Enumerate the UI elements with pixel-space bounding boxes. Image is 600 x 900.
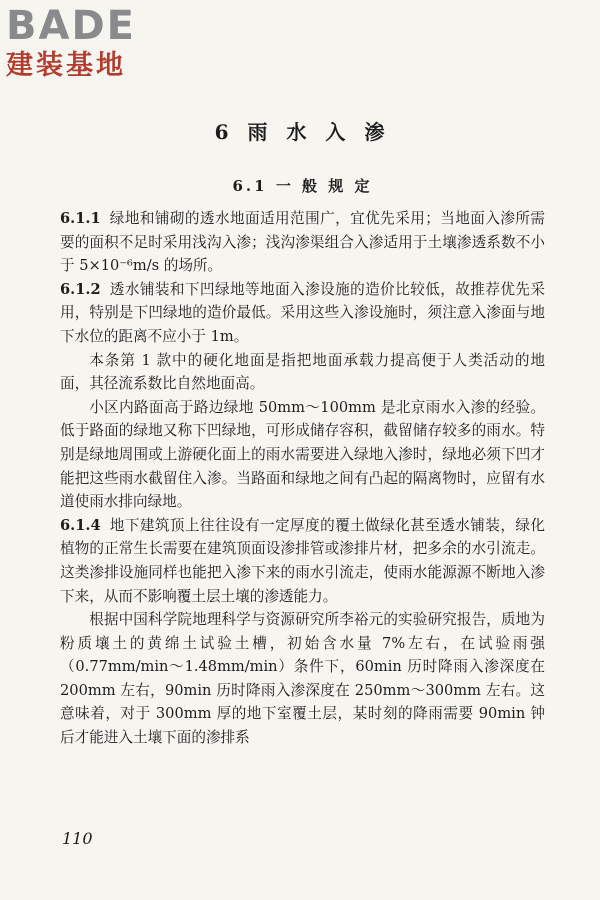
body-paragraph — [60, 349, 545, 396]
clause-number: 6.1.1 — [60, 210, 101, 227]
watermark-logo-text: BADE — [6, 3, 136, 49]
body-paragraph — [60, 608, 545, 750]
body-text — [60, 207, 545, 750]
clause-number: 6.1.2 — [60, 280, 101, 298]
clause-paragraph — [60, 514, 545, 608]
clause-text: 绿地和铺砌的透水地面适用范围广，宜优先采用；当地面入渗所需要的面积不足时采用浅沟入渗；浅沟渗渠组合入渗适用于土壤渗透系数不小于 5×10⁻⁶m/s 的场所。 — [60, 210, 545, 275]
clause-text: 地下建筑顶上往往设有一定厚度的覆土做绿化甚至透水铺装，绿化植物的正常生长需要在建筑顶面设渗排管或渗排片材，把多余的水引流走。这类渗排设施同样也能把入渗下来的雨水引流走，使雨水能源源不断地入渗下来，从而不影响覆土层土壤的渗透能力。 — [60, 516, 545, 605]
body-paragraph — [60, 396, 545, 514]
clause-paragraph — [60, 207, 545, 278]
paragraph-text: 小区内路面高于路边绿地 50mm～100mm 是北京雨水入渗的经验。低于路面的绿地又称下凹绿地，可形成储存容积，截留储存较多的雨水。特别是绿地周围或上游硬化面上的雨水需要进入绿地入渗时，绿地必须下凹才能把这些雨水截留住入渗。当路面和绿地之间有凸起的隔离物时，应留有水道使雨水排向绿地。 — [60, 398, 545, 511]
section-title: 6.1 一 般 规 定 — [232, 177, 373, 195]
clause-paragraph — [60, 278, 545, 349]
clause-number: 6.1.4 — [60, 516, 101, 534]
watermark-logo — [6, 4, 181, 82]
watermark-subtitle: 建装基地 — [6, 50, 126, 81]
clause-text: 透水铺装和下凹绿地等地面入渗设施的造价比较低，故推荐优先采用，特别是下凹绿地的造价最低。采用这些入渗设施时，须注意入渗面与地下水位的距离不应小于 1m。 — [60, 280, 545, 345]
paragraph-text: 根据中国科学院地理科学与资源研究所李裕元的实验研究报告，质地为粉质壤土的黄绵土试验土槽，初始含水量 7%左右，在试验雨强（0.77mm/min～1.48mm/min）条件下，60min 历时降雨入渗深度在 200mm 左右，90min 历时降雨入渗深度在 250mm～300mm 左右。这意味着，对于 300mm 厚的地下室覆土层，某时刻的降雨需要 90min 钟后才能进入土壤下面的渗排系 — [60, 611, 545, 747]
paragraph-text: 本条第 1 款中的硬化地面是指把地面承载力提高便于人类活动的地面，其径流系数比自然地面高。 — [60, 351, 545, 393]
chapter-title: 6 雨 水 入 渗 — [214, 120, 391, 144]
page-number: 110 — [62, 829, 93, 848]
